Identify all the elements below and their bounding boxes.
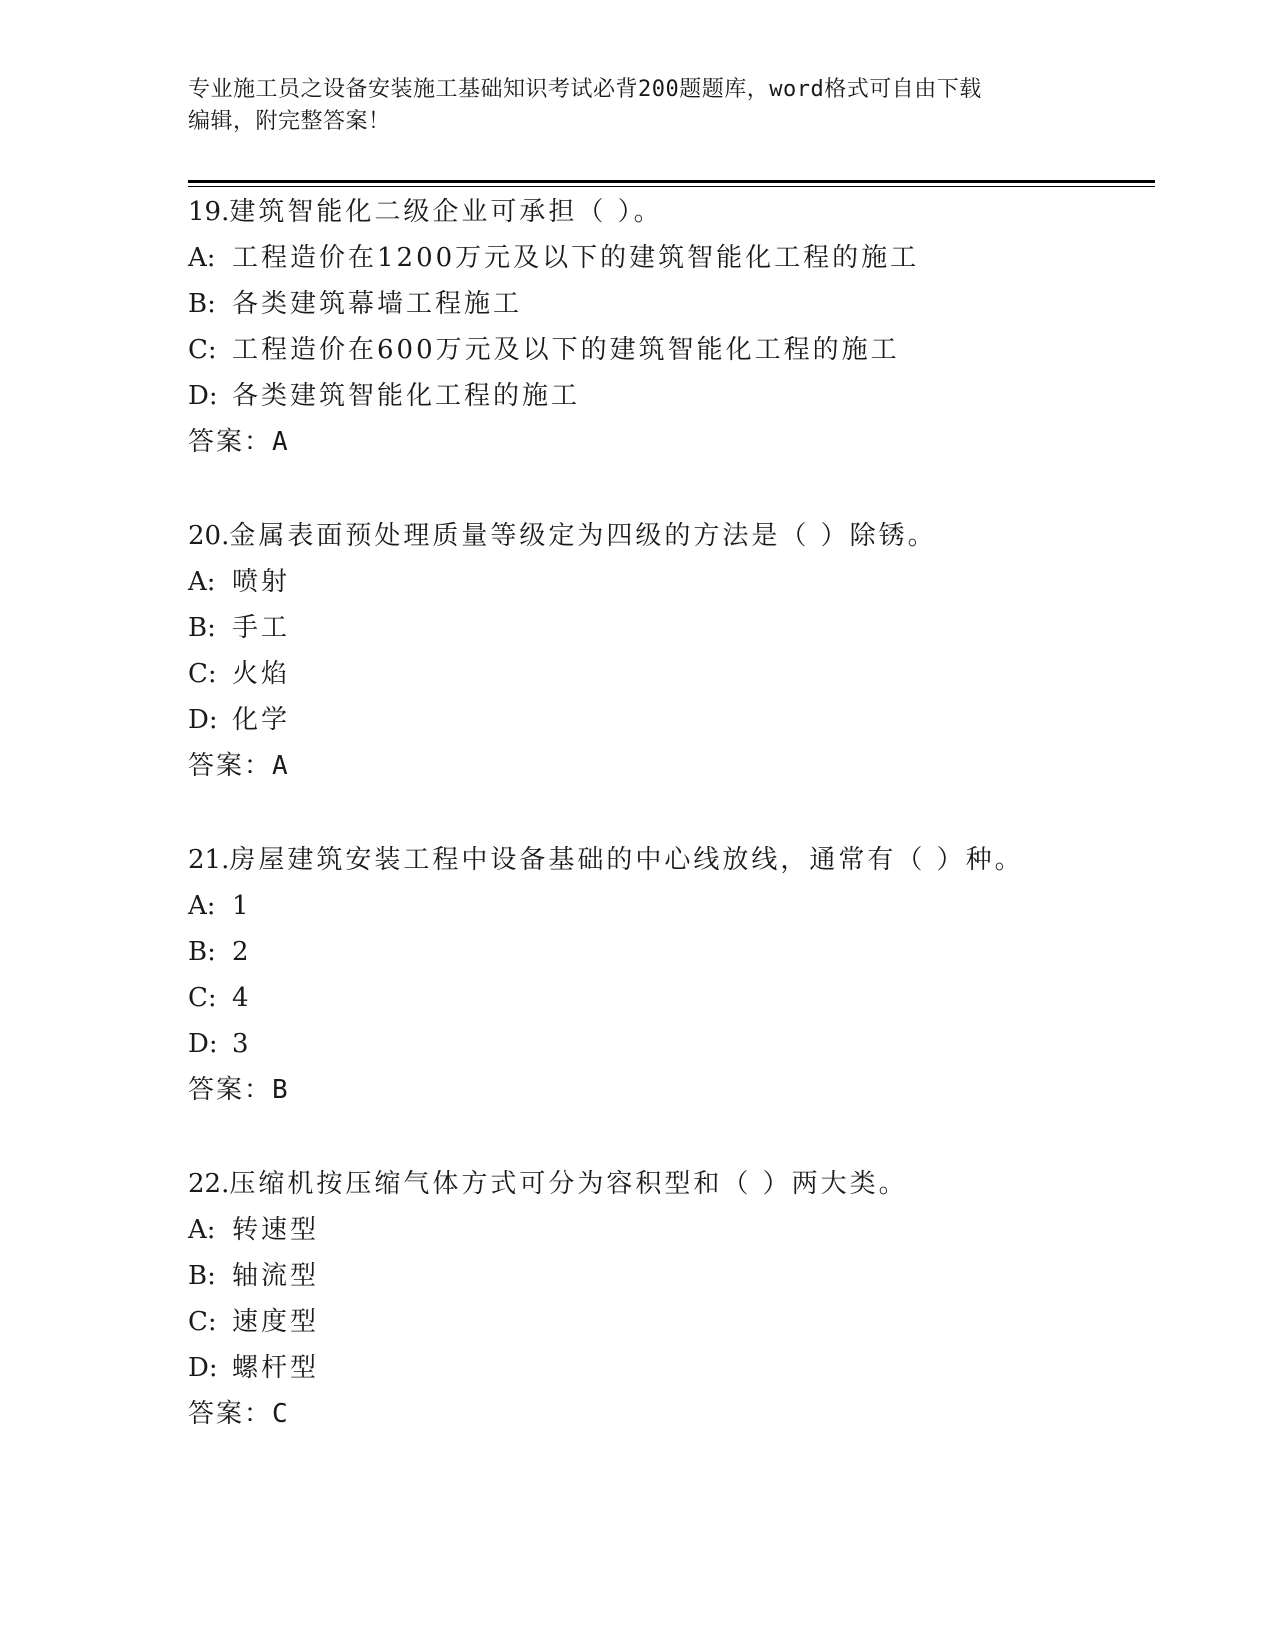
option-text: 工程造价在1200万元及以下的建筑智能化工程的施工 (232, 243, 920, 273)
question-number: 19. (188, 197, 230, 227)
header-rule-thick (188, 180, 1155, 183)
option-letter: A: (188, 1215, 216, 1245)
option-a (188, 235, 1148, 281)
answer-line (188, 743, 1148, 789)
option-letter: C: (188, 659, 217, 689)
option-c (188, 975, 1148, 1021)
option-text: 火焰 (232, 659, 291, 689)
option-a (188, 883, 1148, 929)
answer-value: C (272, 1399, 290, 1429)
question-text: 压缩机按压缩气体方式可分为容积型和（ ）两大类。 (229, 1169, 908, 1199)
option-d (188, 697, 1148, 743)
option-letter: C: (188, 1307, 217, 1337)
option-d (188, 1345, 1148, 1391)
answer-label: 答案： (188, 427, 273, 457)
option-letter: D: (188, 1353, 218, 1383)
option-letter: C: (188, 335, 217, 365)
option-a (188, 559, 1148, 605)
option-c (188, 651, 1148, 697)
option-letter: B: (188, 937, 216, 967)
answer-label: 答案： (188, 1399, 273, 1429)
option-letter: B: (188, 289, 216, 319)
option-letter: A: (188, 243, 216, 273)
question-20 (188, 513, 1148, 789)
option-letter: A: (188, 567, 216, 597)
option-text: 螺杆型 (232, 1353, 320, 1383)
option-c (188, 327, 1148, 373)
answer-value: A (272, 751, 290, 781)
option-a (188, 1207, 1148, 1253)
question-number: 20. (188, 521, 230, 551)
option-letter: C: (188, 983, 217, 1013)
question-text: 房屋建筑安装工程中设备基础的中心线放线，通常有（ ）种。 (229, 845, 1024, 875)
document-header (188, 74, 1088, 138)
option-text: 各类建筑幕墙工程施工 (232, 289, 523, 319)
option-text: 3 (232, 1029, 252, 1059)
question-stem (188, 513, 1148, 559)
answer-value: B (272, 1075, 290, 1105)
option-letter: A: (188, 891, 216, 921)
option-letter: D: (188, 381, 218, 411)
question-list (188, 189, 1148, 1437)
option-text: 工程造价在600万元及以下的建筑智能化工程的施工 (232, 335, 900, 365)
question-text: 建筑智能化二级企业可承担（ ）。 (229, 197, 663, 227)
option-b (188, 1253, 1148, 1299)
option-text: 化学 (232, 705, 291, 735)
option-c (188, 1299, 1148, 1345)
option-letter: D: (188, 1029, 218, 1059)
option-text: 4 (232, 983, 252, 1013)
question-19 (188, 189, 1148, 465)
option-text: 速度型 (232, 1307, 320, 1337)
option-text: 手工 (232, 613, 291, 643)
option-d (188, 373, 1148, 419)
option-text: 喷射 (232, 567, 291, 597)
question-21 (188, 837, 1148, 1113)
option-letter: B: (188, 613, 216, 643)
option-text: 转速型 (232, 1215, 320, 1245)
answer-line (188, 419, 1148, 465)
question-stem (188, 837, 1148, 883)
question-stem (188, 1161, 1148, 1207)
option-b (188, 281, 1148, 327)
question-number: 21. (188, 845, 230, 875)
header-rule-thin (188, 186, 1155, 187)
option-letter: B: (188, 1261, 216, 1291)
answer-line (188, 1067, 1148, 1113)
question-stem (188, 189, 1148, 235)
question-22 (188, 1161, 1148, 1437)
answer-line (188, 1391, 1148, 1437)
option-text: 1 (232, 891, 252, 921)
option-letter: D: (188, 705, 218, 735)
question-number: 22. (188, 1169, 230, 1199)
header-line-1: 专业施工员之设备安装施工基础知识考试必背200题题库，word格式可自由下载 (188, 77, 982, 102)
answer-value: A (272, 427, 290, 457)
answer-label: 答案： (188, 751, 273, 781)
option-text: 2 (232, 937, 252, 967)
option-text: 轴流型 (232, 1261, 320, 1291)
answer-label: 答案： (188, 1075, 273, 1105)
option-b (188, 605, 1148, 651)
question-text: 金属表面预处理质量等级定为四级的方法是（ ）除锈。 (229, 521, 937, 551)
header-line-2: 编辑，附完整答案！ (188, 109, 391, 134)
option-d (188, 1021, 1148, 1067)
option-b (188, 929, 1148, 975)
option-text: 各类建筑智能化工程的施工 (232, 381, 581, 411)
